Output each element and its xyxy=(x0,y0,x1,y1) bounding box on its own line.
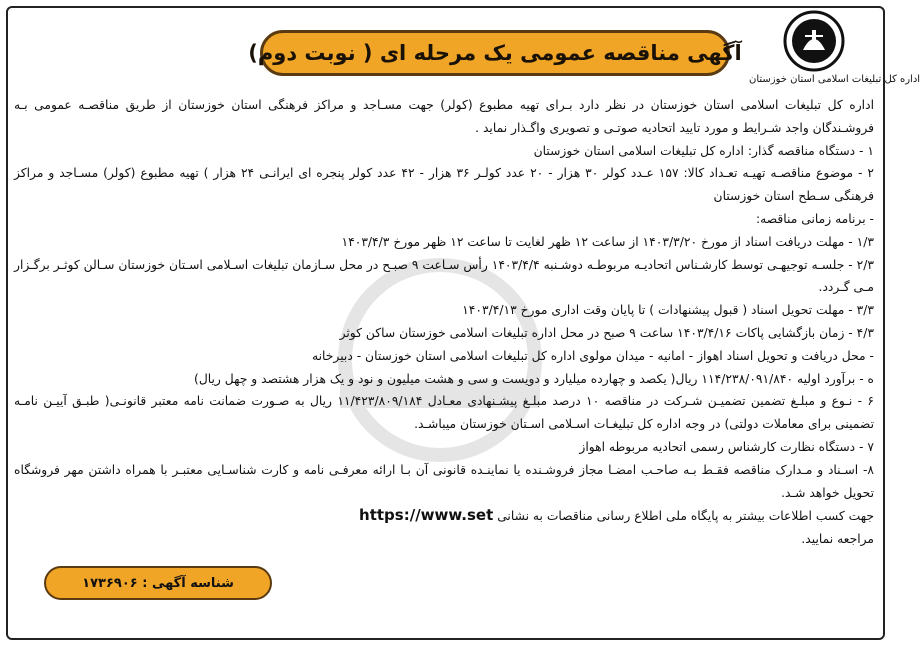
item-opening: ۴/۳ - زمان بازگشایی پاکات ۱۴۰۳/۴/۱۶ ساعت ۹ صبح در محل اداره تبلیغات اسلامی خوزستان ساکن کوثر xyxy=(339,325,874,340)
notice-title: آگهی مناقصه عمومی یک مرحله ای ( نوبت دوم) xyxy=(248,41,742,65)
item-doc-receipt: ۱/۳ - مهلت دریافت اسناد از مورخ ۱۴۰۳/۳/۲۰ از ساعت ۱۲ ظهر لغایت تا ساعت ۱۲ ظهر مورخ ۱۴۰۳/۴/۳ xyxy=(341,234,874,249)
notice-body xyxy=(14,94,874,551)
item-subject: ۲ - موضوع مناقصـه تهیـه تعـداد کالا: ۱۵۷ عـدد کولر ۳۰ هزار - ۲۰ عدد کولـر ۳۶ هزار - ۴۲ عدد کولر پنجره ای ایرانـی ۲۴ هزار ) تهیه مطبوع (کولر) مسـاجد و مراکز فرهنگی سـطح استان خوزستان xyxy=(14,166,874,204)
seal-icon xyxy=(783,10,845,72)
title-banner xyxy=(248,30,742,76)
item-estimate: ه - برآورد اولیه ۱۱۴/۲۳۸/۰۹۱/۸۴۰ ریال( یکصد و چهارده میلیارد و دویست و سی و هشت میلیون و نود و یک هزار هشتصد و چهل ریال) xyxy=(194,371,874,386)
ad-id-badge xyxy=(44,566,272,600)
item-bid-deadline: ۳/۳ - مهلت تحویل اسناد ( قبول پیشنهادات ) تا پایان وقت اداری مورخ ۱۴۰۳/۴/۱۳ xyxy=(462,303,874,318)
item-documents: ۸- اسـناد و مـدارک مناقصه فقـط بـه صاحـب امضـا مجاز فروشـنده یا نماینـده قانونی آن بـا ارائه معرفـی نامه و کارت شناسـایی معتبـر با همراه داشتن مهر فروشگاه تحویل خواهد شـد. xyxy=(14,462,874,500)
footer-paragraph xyxy=(14,504,874,551)
org-logo xyxy=(749,10,920,96)
item-briefing: ۲/۳ - جلسـه توجیهـی توسط کارشـناس اتحادیـه مربوطـه دوشـنبه ۱۴۰۳/۴/۴ رأس سـاعت ۹ صبـح در محل سـازمان تبلیغات اسـلامی اسـتان خوزستان سـالن کوثـر برگـزار مـی گـردد. xyxy=(14,257,874,295)
ad-id-text: شناسه آگهی : ۱۷۳۶۹۰۶ xyxy=(82,575,234,591)
item-guarantee: ۶ - نـوع و مبلـغ تضمین تضمیـن شـرکت در مناقصه ۱۰ درصد مبلـغ پیشـنهادی معـادل ۱۱/۴۲۳/۸۰۹/۱۸۴ ریال به صـورت ضمانت نامه معتبر قانونـی( طبـق آییـن نامـه تضمینی برای معاملات دولتی) در وجه اداره کل تبلیغـات اسـلامی اسـتان خوزستان میباشـد. xyxy=(14,394,874,432)
item-location: - محل دریافت و تحویل اسناد اهواز - امانیه - میدان مولوی اداره کل تبلیغات اسلامی استان خوزستان - دبیرخانه xyxy=(312,348,874,363)
org-name: اداره کل تبلیغات اسلامی استان خوزستان xyxy=(749,74,920,85)
footer-text: جهت کسب اطلاعات بیشتر به پایگاه ملی اطلاع رسانی مناقصات به نشانی xyxy=(497,509,874,524)
item-supervision: ۷ - دستگاه نظارت کارشناس رسمی اتحادیه مربوطه اهواز xyxy=(579,439,874,454)
item-schedule-heading: - برنامه زمانی مناقصه: xyxy=(756,211,874,226)
footer-url[interactable]: https://www.set xyxy=(359,506,494,525)
footer-end: مراجعه نمایید. xyxy=(801,532,874,547)
intro-paragraph: اداره کل تبلیغات اسلامی استان خوزستان در نظر دارد بـرای تهیه مطبوع (کولر) جهت مسـاجد و مراکز فرهنگی استان خوزستان از طریق مناقصـه عمومی بـه فروشـندگان واجد شـرایط و مورد تایید اتحادیه صوتـی و تصویری واگـذار نماید . xyxy=(14,98,874,135)
item-organizer: ۱ - دستگاه مناقصه گذار: اداره کل تبلیغات اسلامی استان خوزستان xyxy=(533,143,874,158)
